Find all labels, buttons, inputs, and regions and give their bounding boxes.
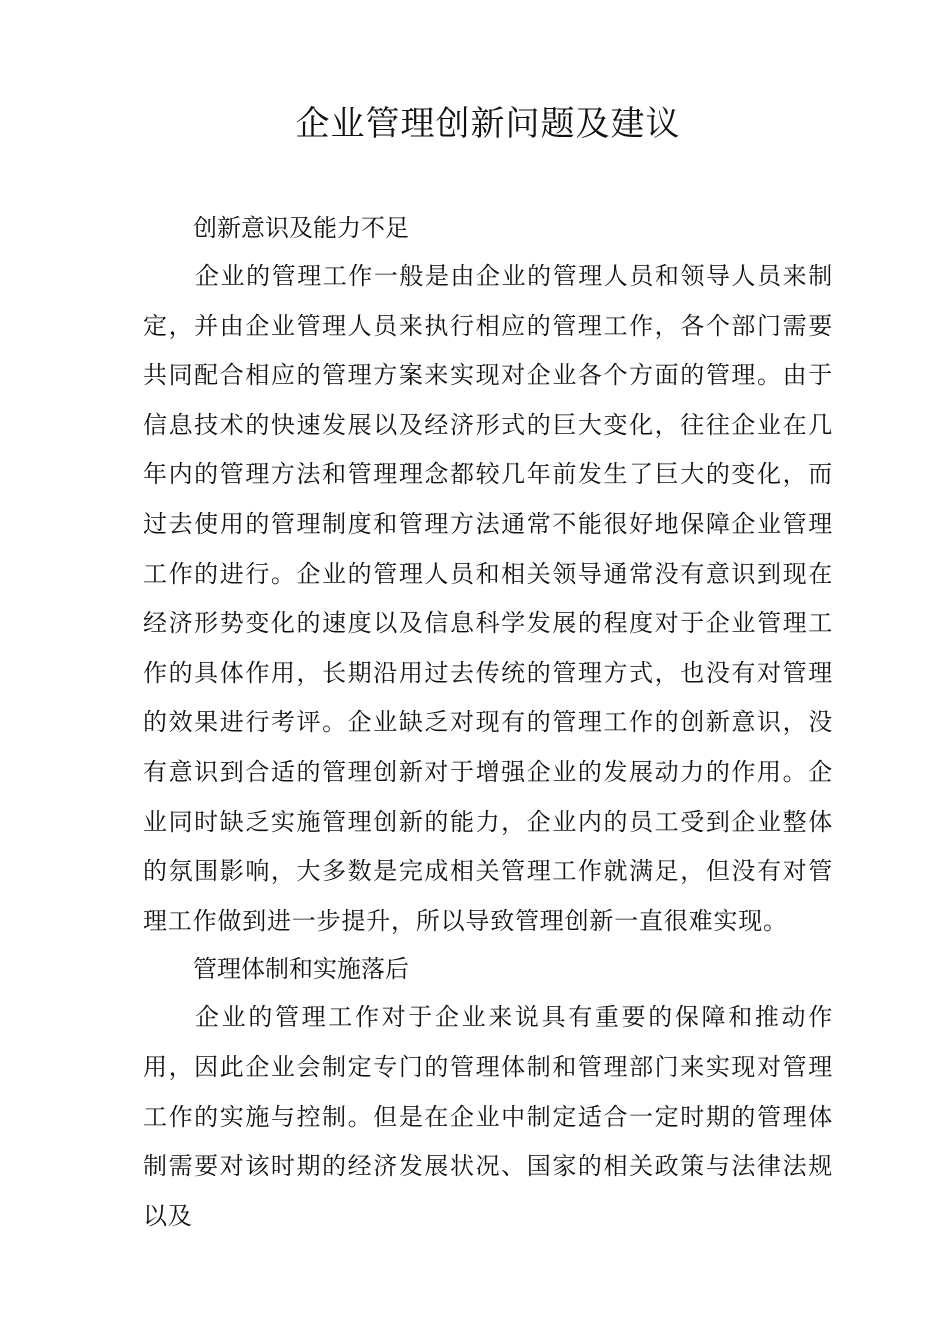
section-heading: 创新意识及能力不足 — [193, 214, 409, 242]
document-title: 企业管理创新问题及建议 — [295, 104, 681, 144]
section-paragraph: 企业的管理工作一般是由企业的管理人员和领导人员来制定，并由企业管理人员来执行相应的管理工作，各个部门需要共同配合相应的管理方案来实现对企业各个方面的管理。由于信息技术的快速发展以及经济形式的巨大变化，往往企业在几年内的管理方法和管理理念都较几年前发生了巨大的变化，而过去使用的管理制度和管理方法通常不能很好地保障企业管理工作的进行。企业的管理人员和相关领导通常没有意识到现在经济形势变化的速度以及信息科学发展的程度对于企业管理工作的具体作用，长期沿用过去传统的管理方式，也没有对管理的效果进行考评。企业缺乏对现有的管理工作的创新意识，没有意识到合适的管理创新对于增强企业的发展动力的作用。企业同时缺乏实施管理创新的能力，企业内的员工受到企业整体的氛围影响，大多数是完成相关管理工作就满足，但没有对管理工作做到进一步提升，所以导致管理创新一直很难实现。 — [143, 262, 833, 935]
section-paragraph: 企业的管理工作对于企业来说具有重要的保障和推动作用，因此企业会制定专门的管理体制和管理部门来实现对管理工作的实施与控制。但是在企业中制定适合一定时期的管理体制需要对该时期的经济发展状况、国家的相关政策与法律法规以及 — [143, 1003, 833, 1230]
document-body — [143, 205, 833, 1241]
section-heading: 管理体制和实施落后 — [193, 955, 409, 984]
